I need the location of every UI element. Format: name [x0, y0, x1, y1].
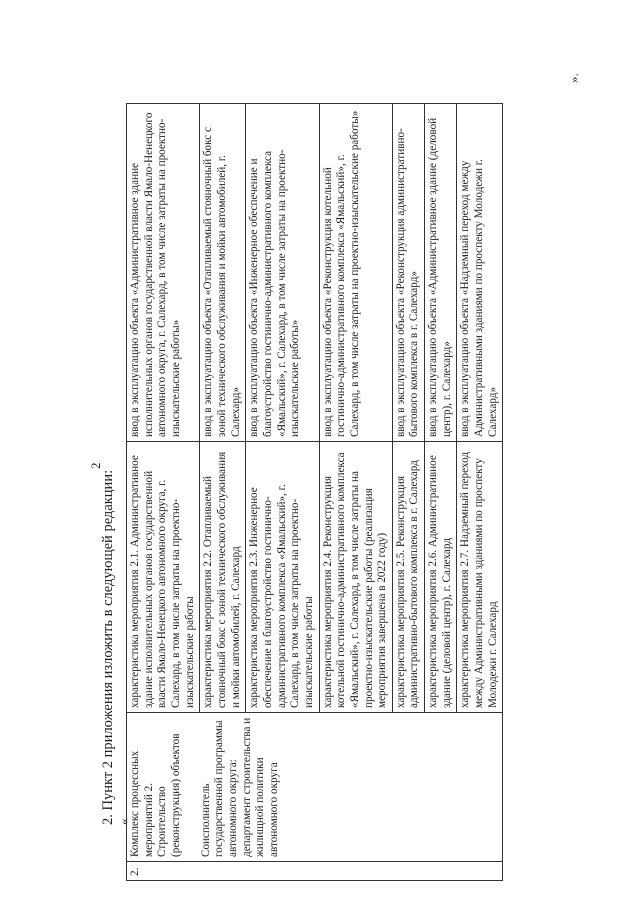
measure-result: ввод в эксплуатацию объекта «Инженерное обеспечение и благоустройство гостинично-административного комплекса «Ямальский», г. Салехард, в том числе затраты на проектно-изыскательские работы»	[246, 104, 319, 442]
measure-characteristic: характеристика мероприятия 2.1. Административное здание исполнительных органов государственной власти Ямало-Ненецкого автономного округа, г. Салехард, в том числе затраты на проектно-изыскательские работы	[127, 442, 200, 713]
complex-name-cell	[127, 713, 503, 862]
opening-quote: «	[116, 818, 131, 825]
complex-title: Комплекс процессных мероприятий 2. Строительство (реконструкция) объектов	[129, 733, 182, 857]
measure-characteristic: характеристика мероприятия 2.3. Инженерное обеспечение и благоустройство гостинично-административного комплекса «Ямальский», г. Салехард, в том числе затраты на проектно-изыскательские работы	[246, 442, 319, 713]
co-executor: Соисполнитель государственной программы автономного округа: департамент строительства и жилищной политики автономного округа	[199, 717, 280, 857]
measure-characteristic: характеристика мероприятия 2.5. Реконструкция административно-бытового комплекса в г. Салехард	[392, 442, 424, 713]
closing-quote: ».	[566, 73, 581, 83]
measure-characteristic: характеристика мероприятия 2.4. Реконструкция котельной гостинично-административного комплекса «Ямальский», г. Салехард, в том числе затраты на проектно-изыскательские работы (реализация мероприятия завершена в 2022 году)	[319, 442, 392, 713]
row-number: 2.	[127, 862, 503, 881]
measure-result: ввод в эксплуатацию объекта «Реконструкция административно-бытового комплекса в г. Салехард»	[392, 104, 424, 442]
amendment-heading: 2. Пункт 2 приложения изложить в следующей редакции:	[100, 469, 116, 825]
table-row	[127, 104, 200, 881]
measure-result: ввод в эксплуатацию объекта «Надземный переход между Административными зданиями по проспекту Молодежи г. Салехард»	[457, 104, 503, 442]
measure-result: ввод в эксплуатацию объекта «Административное здание (деловой центр), г. Салехард»	[425, 104, 457, 442]
page-number: 2	[88, 462, 103, 469]
measure-characteristic: характеристика мероприятия 2.7. Надземный переход между Административными зданиями по проспекту Молодежи г. Салехард	[457, 442, 503, 713]
measure-result: ввод в эксплуатацию объекта «Реконструкция котельной гостинично-административного комплекса «Ямальский», г. Салехард, в том числе затраты на проектно-изыскательские работы»	[319, 104, 392, 442]
program-table	[126, 103, 503, 881]
measure-characteristic: характеристика мероприятия 2.2. Отапливаемый стояночный бокс с зоной технического обслуживания и мойки автомобилей, г. Салехард	[200, 442, 246, 713]
measure-result: ввод в эксплуатацию объекта «Административное здание исполнительных органов государственной власти Ямало-Ненецкого автономного округа, г. Салехард, в том числе затраты на проектно-изыскательские работы»	[127, 104, 200, 442]
measure-characteristic: характеристика мероприятия 2.6. Административное здание (деловой центр), г. Салехард	[425, 442, 457, 713]
measure-result: ввод в эксплуатацию объекта «Отапливаемый стояночный бокс с зоной технического обслуживания и мойки автомобилей, г. Салехард»	[200, 104, 246, 442]
